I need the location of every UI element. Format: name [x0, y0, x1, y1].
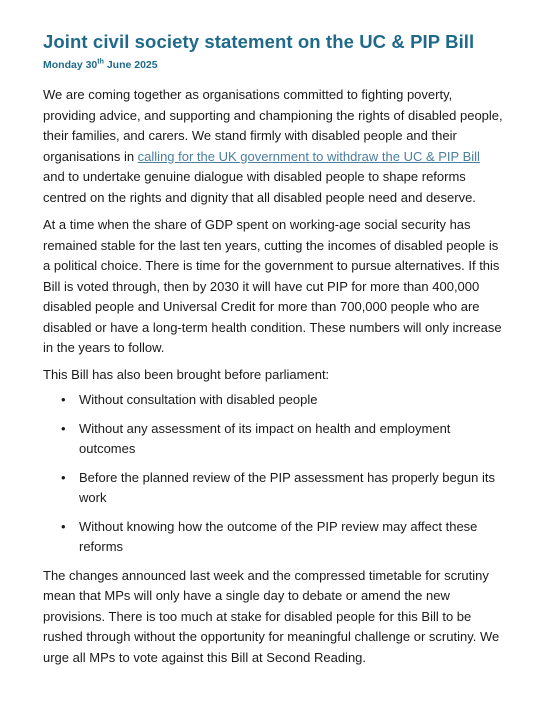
date-day: 30 — [85, 59, 98, 71]
list-item-text: Before the planned review of the PIP assessment has properly begun its work — [79, 469, 496, 505]
list-item-text: Without consultation with disabled people — [79, 392, 318, 407]
date-month-year: June 2025 — [106, 59, 158, 71]
list-item — [43, 390, 505, 411]
closing-paragraph: The changes announced last week and the compressed timetable for scrutiny mean that MPs will only have a single day to debate or amend the new provisions. There is too much at stake for disabled people for this Bill to be rushed through without the opportunity for meaningful challenge or scrutiny. We urge all MPs to vote against this Bill at Second Reading. — [43, 567, 500, 665]
date-weekday: Monday — [43, 59, 83, 71]
intro-text-after-link: and to undertake genuine dialogue with disabled people to shape reforms centred on the rights and dignity that all disabled people need and deserve. — [43, 169, 476, 205]
bullet-icon: • — [61, 469, 66, 485]
list-item — [43, 517, 505, 558]
list-item-text: Without knowing how the outcome of the PIP review may affect these reforms — [79, 518, 478, 554]
list-item-text: Without any assessment of its impact on health and employment outcomes — [79, 420, 451, 456]
list-item — [43, 468, 505, 509]
statement-document — [43, 30, 505, 668]
statement-date — [43, 58, 505, 72]
page-title: Joint civil society statement on the UC & PIP Bill — [43, 31, 475, 52]
bullet-icon: • — [61, 420, 66, 436]
bullet-icon: • — [61, 518, 66, 534]
context-paragraph: At a time when the share of GDP spent on working-age social security has remained stable for the last ten years, cutting the incomes of disabled people is a political choice. There is time for the government to pursue alternatives. If this Bill is voted through, then by 2030 it will have cut PIP for more than 400,000 disabled people and Universal Credit for more than 700,000 people who are disabled or have a long-term health condition. These numbers will only increase in the years to follow. — [43, 217, 502, 355]
bullet-icon: • — [61, 392, 66, 407]
bullet-list — [43, 390, 505, 558]
withdraw-bill-link[interactable]: calling for the UK government to withdraw the UC & PIP Bill — [137, 148, 480, 164]
bullets-intro-paragraph: This Bill has also been brought before parliament: — [43, 366, 330, 382]
intro-paragraph — [43, 85, 505, 208]
intro-text-before-link: We are coming together as organisations committed to fighting poverty, providing advice, and supporting and championing the rights of disabled people, their families, and carers. We stand firmly with disabled people and their organisations in — [43, 87, 503, 164]
list-item — [43, 419, 505, 460]
date-suffix: th — [97, 58, 104, 66]
